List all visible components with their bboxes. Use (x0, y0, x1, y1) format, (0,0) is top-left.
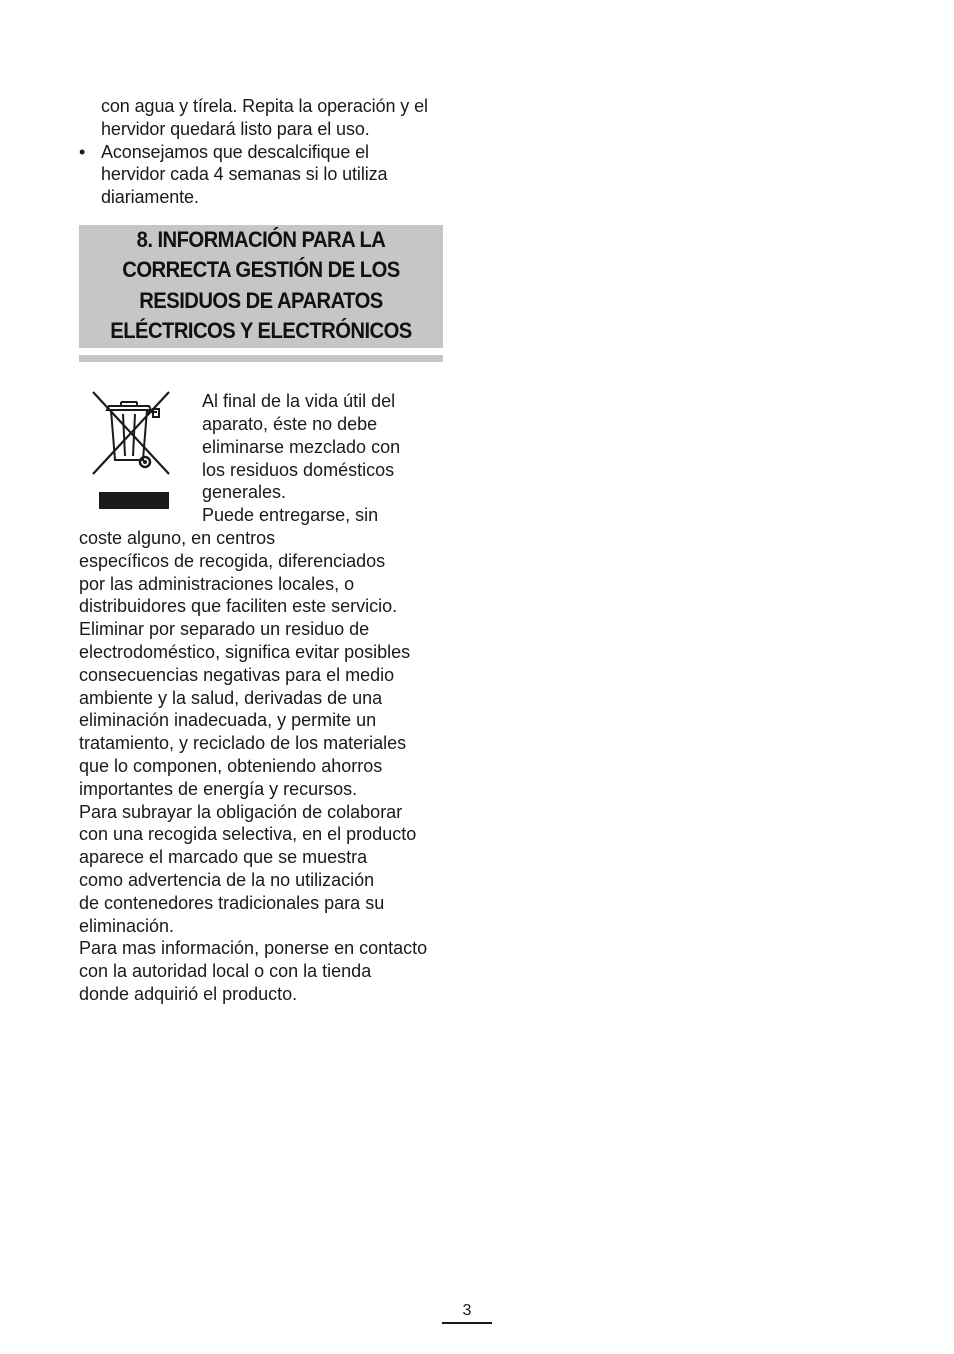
text-line: distribuidores que faciliten este servicio. (79, 596, 398, 617)
text-line: con agua y tírela. Repita la operación y el (101, 96, 428, 116)
section-title-line: 8. INFORMACIÓN PARA LA (136, 226, 386, 252)
crossed-out-wheelie-bin-icon (79, 388, 187, 518)
section-title-line: ELÉCTRICOS Y ELECTRÓNICOS (110, 317, 412, 343)
text-line: tratamiento, y reciclado de los materiales (79, 733, 407, 754)
text-line: con la autoridad local o con la tienda (79, 961, 372, 982)
text-line: hervidor cada 4 semanas si lo utiliza (101, 164, 388, 185)
text-line: generales. (202, 482, 287, 503)
text-line: eliminación inadecuada, y permite un (79, 710, 377, 731)
text-line: donde adquirió el producto. (79, 983, 298, 1004)
text-line: ambiente y la salud, derivadas de una (79, 687, 383, 708)
bullet-item (79, 141, 443, 209)
text-line: específicos de recogida, diferenciados (79, 550, 386, 571)
continuation-paragraph (79, 95, 443, 141)
page-number: 3 (462, 1302, 472, 1319)
section-title-line: RESIDUOS DE APARATOS (139, 287, 383, 313)
text-line: electrodoméstico, significa evitar posibles (79, 641, 411, 662)
text-line: los residuos domésticos (202, 459, 395, 480)
text-line: Al final de la vida útil del (202, 391, 396, 412)
text-line: coste alguno, en centros (79, 527, 276, 548)
weee-section (79, 390, 443, 1006)
text-line: aparato, éste no debe (202, 413, 378, 434)
section-underline-bar (79, 355, 443, 362)
section-title (94, 225, 429, 348)
text-line: que lo componen, obteniendo ahorros (79, 755, 383, 776)
text-line: con una recogida selectiva, en el producto (79, 824, 417, 845)
text-line: como advertencia de la no utilización (79, 869, 375, 890)
text-line: eliminación. (79, 915, 175, 936)
text-line: consecuencias negativas para el medio (79, 664, 395, 685)
text-line: por las administraciones locales, o (79, 573, 355, 594)
section-title-line: CORRECTA GESTIÓN DE LOS (122, 257, 400, 283)
page-number-underline (442, 1322, 492, 1324)
text-line: eliminarse mezclado con (202, 436, 401, 457)
section-heading-box (79, 225, 443, 348)
bullet-marker: • (79, 141, 86, 162)
text-line: Eliminar por separado un residuo de (79, 619, 370, 640)
text-line: Para subrayar la obligación de colaborar (79, 801, 403, 822)
text-line: Puede entregarse, sin (202, 505, 379, 526)
text-line: de contenedores tradicionales para su (79, 892, 385, 913)
text-line: importantes de energía y recursos. (79, 778, 358, 799)
page-column (79, 95, 443, 1006)
text-line: hervidor quedará listo para el uso. (101, 118, 370, 139)
text-line: aparece el marcado que se muestra (79, 847, 368, 868)
text-line: Para mas información, ponerse en contacto (79, 938, 428, 959)
text-line: diariamente. (101, 187, 199, 208)
text-line: Aconsejamos que descalcifique el (101, 141, 369, 162)
